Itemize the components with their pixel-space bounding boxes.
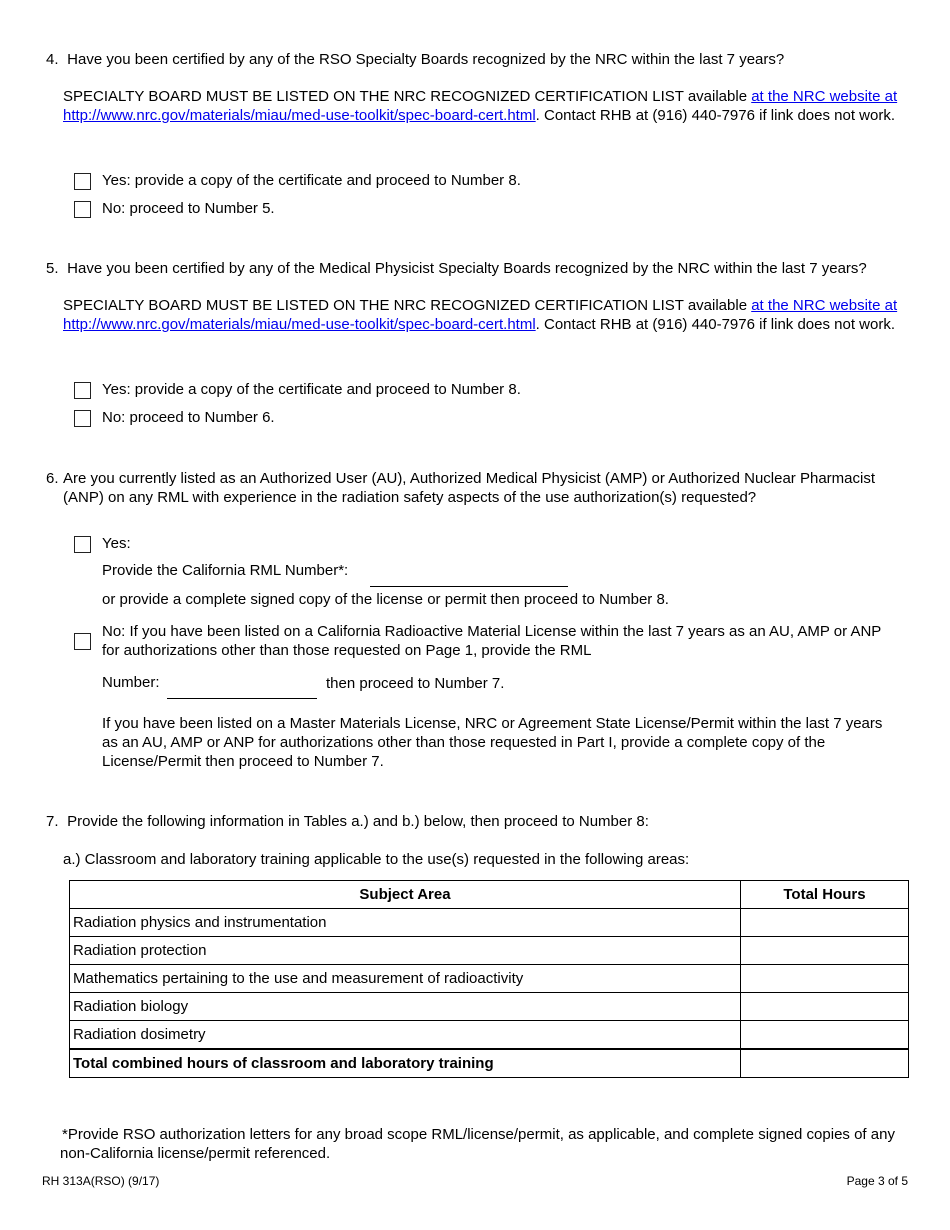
table-row [70, 965, 909, 993]
q6-rml-prompt: Provide the California RML Number*: [102, 562, 349, 579]
subject-cell: Mathematics pertaining to the use and measurement of radioactivity [70, 965, 741, 993]
q5-yes-label: Yes: provide a copy of the certificate and proceed to Number 8. [102, 381, 521, 398]
subject-cell: Radiation physics and instrumentation [70, 909, 741, 937]
table-row [70, 1021, 909, 1050]
q5-notice [63, 296, 913, 334]
hours-cell[interactable] [741, 1021, 909, 1050]
q6-no-followup: If you have been listed on a Master Materials License, NRC or Agreement State License/Permit within the last 7 years as an AU, AMP or ANP for authorizations other than those requested in Part I, provide a complete copy of the License/Permit then proceed to Number 7. [102, 715, 883, 770]
q6-rml-number-field-2[interactable] [167, 697, 317, 699]
subject-cell: Radiation dosimetry [70, 1021, 741, 1050]
q5-notice-suffix: . Contact RHB at (916) 440-7976 if link does not work. [535, 316, 896, 333]
table-total-row [70, 1049, 909, 1078]
question-6 [46, 469, 913, 507]
table-header-row [70, 881, 909, 909]
q5-no-checkbox[interactable] [74, 410, 91, 427]
question-4 [46, 50, 926, 69]
total-hours-cell[interactable] [741, 1049, 909, 1078]
question-4-text: Have you been certified by any of the RSO Specialty Boards recognized by the NRC within the last 7 years? [67, 51, 785, 68]
total-label-cell: Total combined hours of classroom and laboratory training [70, 1049, 741, 1078]
hours-cell[interactable] [741, 965, 909, 993]
question-4-number: 4. [46, 51, 59, 68]
q6-no-checkbox[interactable] [74, 633, 91, 650]
q6-yes-checkbox[interactable] [74, 536, 91, 553]
q5-notice-prefix: SPECIALTY BOARD MUST BE LISTED ON THE NRC RECOGNIZED CERTIFICATION LIST available [63, 297, 752, 314]
q6-no-label: No: If you have been listed on a California Radioactive Material License within the last 7 years as an AU, AMP or ANP for authorizations other than those requested on Page 1, provide the RML [102, 623, 882, 659]
q5-no-label: No: proceed to Number 6. [102, 409, 275, 426]
q4-nrc-link[interactable]: at the NRC website at http://www.nrc.gov/materials/miau/med-use-toolkit/spec-board-cert.html [63, 88, 898, 124]
question-5-text: Have you been certified by any of the Medical Physicist Specialty Boards recognized by the NRC within the last 7 years? [67, 260, 867, 277]
question-5 [46, 259, 926, 278]
table-row [70, 993, 909, 1021]
subject-cell: Radiation protection [70, 937, 741, 965]
question-7-text: Provide the following information in Tables a.) and b.) below, then proceed to Number 8: [67, 813, 649, 830]
q6-rml-number-field[interactable] [370, 585, 568, 587]
q4-notice-prefix: SPECIALTY BOARD MUST BE LISTED ON THE NRC RECOGNIZED CERTIFICATION LIST available [63, 88, 752, 105]
header-total-hours: Total Hours [741, 881, 909, 909]
q6-yes-followup: or provide a complete signed copy of the license or permit then proceed to Number 8. [102, 591, 669, 608]
question-5-number: 5. [46, 260, 59, 277]
q6-yes-label: Yes: [102, 535, 131, 552]
hours-cell[interactable] [741, 909, 909, 937]
q4-no-checkbox[interactable] [74, 201, 91, 218]
q4-notice [63, 87, 913, 125]
question-6-number: 6. [46, 470, 59, 487]
hours-cell[interactable] [741, 937, 909, 965]
q7-subsection-a: a.) Classroom and laboratory training applicable to the use(s) requested in the following areas: [63, 851, 690, 868]
header-subject-area: Subject Area [70, 881, 741, 909]
q5-nrc-link[interactable]: at the NRC website at http://www.nrc.gov/materials/miau/med-use-toolkit/spec-board-cert.html [63, 297, 898, 333]
question-7-number: 7. [46, 813, 59, 830]
form-id: RH 313A(RSO) (9/17) [42, 1174, 160, 1188]
q6-number-suffix: then proceed to Number 7. [326, 675, 505, 692]
question-7 [46, 812, 926, 831]
hours-cell[interactable] [741, 993, 909, 1021]
page-number: Page 3 of 5 [846, 1174, 908, 1188]
question-6-text: Are you currently listed as an Authorized User (AU), Authorized Medical Physicist (AMP) or Authorized Nuclear Pharmacist (ANP) on any RML with experience in the radiation safety aspects of the use authorization(s) requested? [63, 470, 875, 506]
training-table [69, 880, 909, 1078]
table-row [70, 909, 909, 937]
q4-no-label: No: proceed to Number 5. [102, 200, 275, 217]
footnote: *Provide RSO authorization letters for any broad scope RML/license/permit, as applicable, and complete signed copies of any non-California license/permit referenced. [60, 1126, 895, 1162]
q4-yes-checkbox[interactable] [74, 173, 91, 190]
table-row [70, 937, 909, 965]
q6-number-label: Number: [102, 674, 160, 691]
q5-yes-checkbox[interactable] [74, 382, 91, 399]
q4-yes-label: Yes: provide a copy of the certificate and proceed to Number 8. [102, 172, 521, 189]
q4-notice-suffix: . Contact RHB at (916) 440-7976 if link does not work. [535, 107, 896, 124]
subject-cell: Radiation biology [70, 993, 741, 1021]
